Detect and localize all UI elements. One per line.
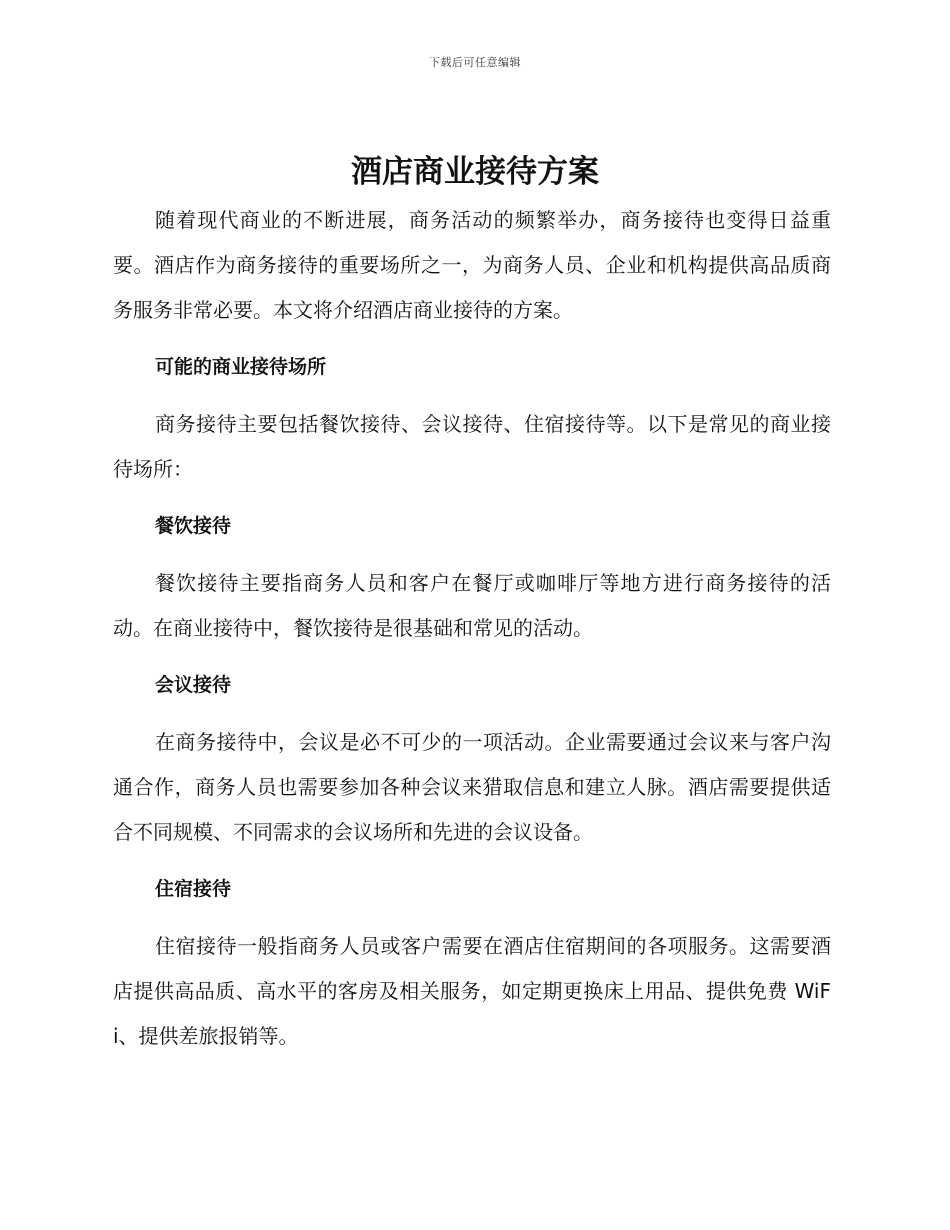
section-paragraph-dining: 餐饮接待主要指商务人员和客户在餐厅或咖啡厅等地方进行商务接待的活动。在商业接待中，餐饮接待是很基础和常见的活动。: [113, 571, 831, 640]
section-heading-dining: 餐饮接待: [155, 515, 232, 537]
section-heading-lodging: 住宿接待: [155, 878, 232, 900]
section-paragraph-lodging: 住宿接待一般指商务人员或客户需要在酒店住宿期间的各项服务。这需要酒店提供高品质、高水平的客房及相关服务，如定期更换床上用品、提供免费 WiFi、提供差旅报销等。: [113, 934, 831, 1048]
section-paragraph-venues: 商务接待主要包括餐饮接待、会议接待、住宿接待等。以下是常见的商业接待场所：: [113, 412, 831, 481]
header-note: 下载后可任意编辑: [429, 56, 521, 69]
section-paragraph-meeting: 在商务接待中，会议是必不可少的一项活动。企业需要通过会议来与客户沟通合作，商务人员也需要参加各种会议来猎取信息和建立人脉。酒店需要提供适合不同规模、不同需求的会议场所和先进的会议设备。: [113, 730, 831, 844]
section-heading-meeting: 会议接待: [155, 674, 232, 696]
section-heading-venues: 可能的商业接待场所: [155, 356, 327, 378]
document-body: [113, 198, 831, 1071]
document-title: 酒店商业接待方案: [351, 154, 599, 190]
intro-paragraph: 随着现代商业的不断进展，商务活动的频繁举办，商务接待也变得日益重要。酒店作为商务接待的重要场所之一，为商务人员、企业和机构提供高品质商务服务非常必要。本文将介绍酒店商业接待的方案。: [113, 208, 831, 322]
